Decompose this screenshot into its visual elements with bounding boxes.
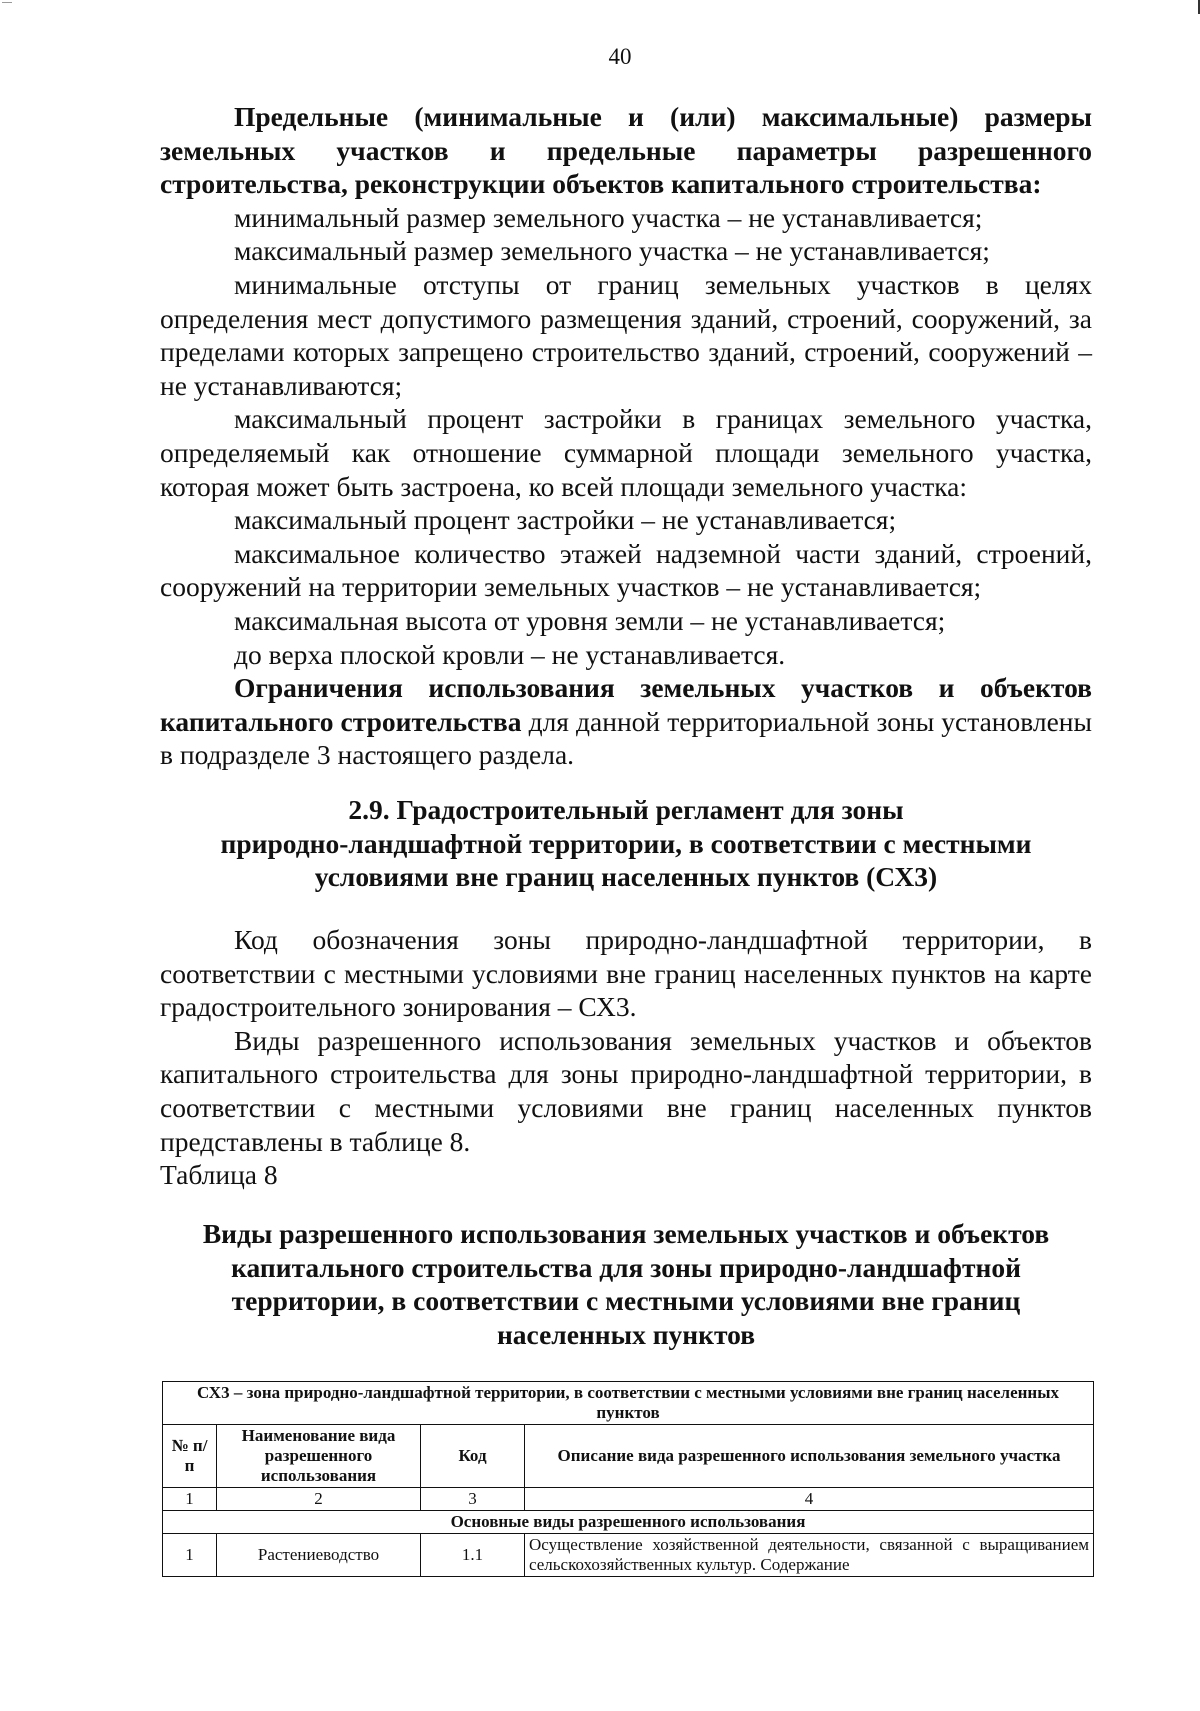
table-header-row	[163, 1425, 1094, 1488]
col-header-num: № п/п	[163, 1425, 217, 1488]
col-number: 2	[217, 1488, 421, 1511]
table-title-line: населенных пунктов	[496, 1318, 756, 1350]
limit-item: минимальный размер земельного участка – не устанавливается;	[234, 201, 983, 233]
zone-code-paragraph: Код обозначения зоны природно-ландшафтной территории, в соответствии с местными условиями вне границ населенных пунктов на карте градостроительного зонирования – СХ3.	[160, 924, 1092, 1023]
row-num: 1	[163, 1534, 217, 1577]
limit-item: максимальное количество этажей надземной части зданий, строений, сооружений на территории земельных участков – не устанавливается;	[160, 537, 1092, 603]
col-header-code: Код	[421, 1425, 525, 1488]
restrictions-paragraph	[160, 671, 1092, 772]
col-header-name: Наименование вида разрешенного использования	[217, 1425, 421, 1488]
row-name: Растениеводство	[217, 1534, 421, 1577]
col-number: 4	[525, 1488, 1094, 1511]
restrictions-bold: Ограничения использования земельных участков и объектов капитального строительства	[160, 672, 1092, 737]
limit-item: максимальный процент застройки – не устанавливается;	[234, 504, 897, 536]
table-row	[163, 1534, 1094, 1577]
limit-item: минимальные отступы от границ земельных участков в целях определения мест допустимого размещения зданий, строений, сооружений, за пределами которых запрещено строительство зданий, строений, сооружений – не устанавливаются;	[160, 268, 1092, 401]
table-title-line: Виды разрешенного использования земельных участков и объектов	[202, 1218, 1050, 1249]
section-title-line: условиями вне границ населенных пунктов (СХ3)	[314, 861, 938, 893]
scan-mark	[2, 2, 12, 3]
table-title-line: территории, в соответствии с местными условиями вне границ	[231, 1285, 1021, 1317]
table-number-row	[163, 1488, 1094, 1511]
table-title	[160, 1217, 1092, 1351]
limit-item: максимальная высота от уровня земли – не устанавливается;	[234, 604, 946, 636]
section-title-line: природно-ландшафтной территории, в соответствии с местными	[220, 827, 1032, 859]
limits-section	[160, 100, 1092, 772]
section-title-line: 2.9. Градостроительный регламент для зоны	[348, 794, 904, 825]
page-number: 40	[608, 44, 632, 69]
zone-header: СХ3 – зона природно-ландшафтной территории, в соответствии с местными условиями вне границ населенных пунктов	[163, 1382, 1094, 1425]
table-zone-row	[163, 1382, 1094, 1425]
group-header: Основные виды разрешенного использования	[163, 1511, 1094, 1534]
restrictions-rest: для данной территориальной зоны установлены в подразделе 3 настоящего раздела.	[160, 705, 1092, 771]
limits-heading: Предельные (минимальные и (или) максимальные) размеры земельных участков и предельные параметры разрешенного строительства, реконструкции объектов капитального строительства:	[160, 101, 1092, 200]
row-description: Осуществление хозяйственной деятельности, связанной с выращиванием сельскохозяйственных культур. Содержание	[525, 1534, 1094, 1577]
table-title-line: капитального строительства для зоны природно-ландшафтной	[231, 1251, 1021, 1283]
uses-paragraph: Виды разрешенного использования земельных участков и объектов капитального строительства для зоны природно-ландшафтной территории, в соответствии с местными условиями вне границ населенных пунктов представлены в таблице 8.	[160, 1024, 1092, 1157]
section-title	[160, 793, 1092, 894]
row-code: 1.1	[421, 1534, 525, 1577]
limit-item: максимальный процент застройки в границах земельного участка, определяемый как отношение суммарной площади земельного участка, которая может быть застроена, ко всей площади земельного участка:	[160, 403, 1092, 502]
uses-table	[162, 1381, 1094, 1577]
table-group-row	[163, 1511, 1094, 1534]
section-body	[160, 923, 1092, 1192]
limit-item: максимальный размер земельного участка – не устанавливается;	[234, 235, 990, 267]
col-number: 1	[163, 1488, 217, 1511]
limit-item: до верха плоской кровли – не устанавливается.	[234, 638, 786, 670]
col-header-description: Описание вида разрешенного использования земельного участка	[525, 1425, 1094, 1488]
table-label: Таблица 8	[160, 1159, 278, 1191]
col-number: 3	[421, 1488, 525, 1511]
